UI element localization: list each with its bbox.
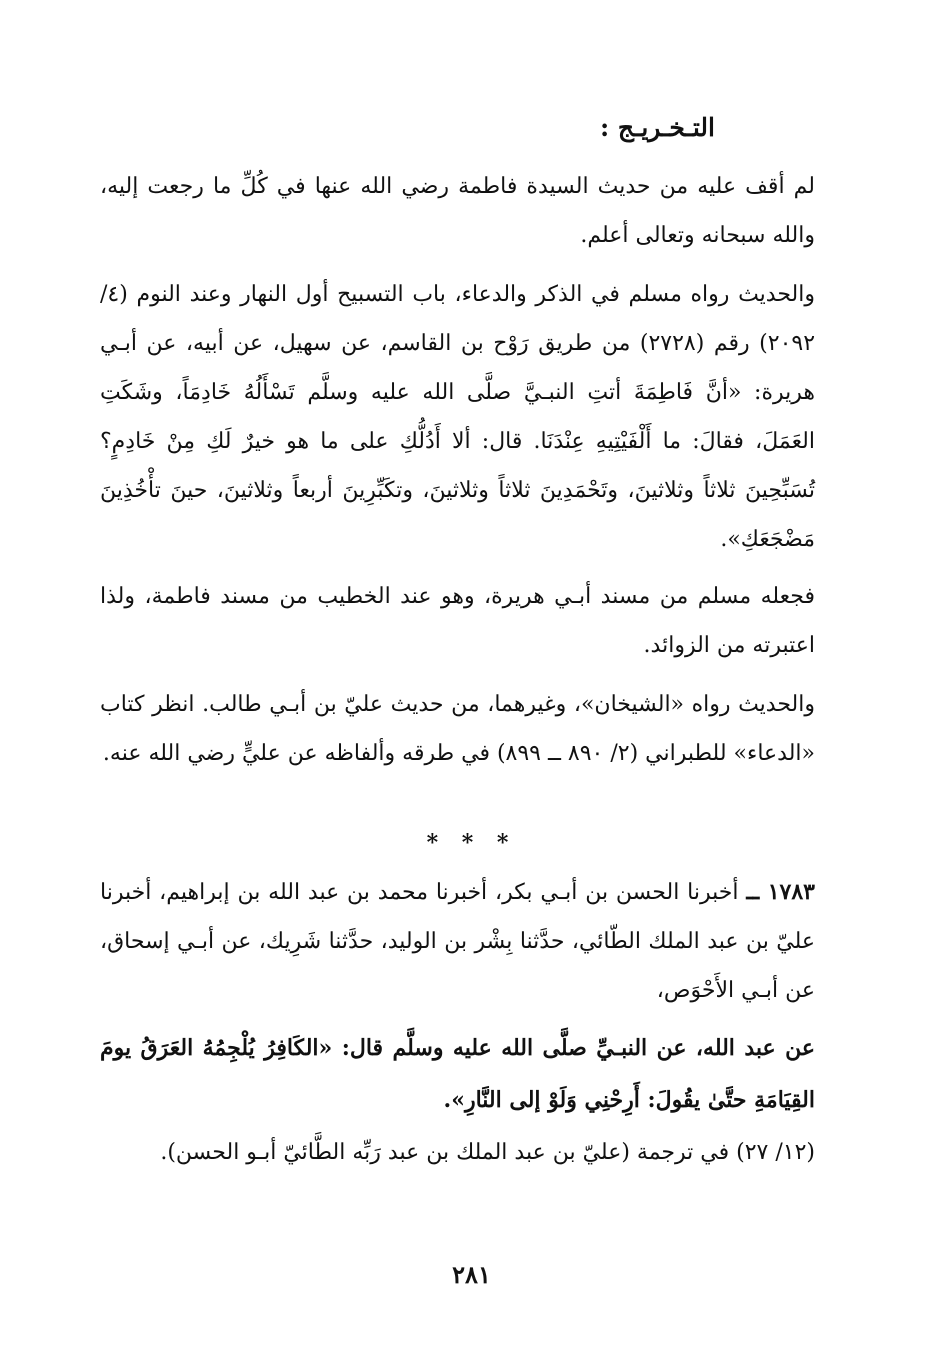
paragraph-not-found: لم أقف عليه من حديث السيدة فاطمة رضي الله عنها في كُلِّ ما رجعت إليه، والله سبحانه وتعالى أعلم.	[100, 174, 815, 248]
section-separator: * * *	[426, 830, 517, 856]
paragraph-musnad-note: فجعله مسلم من مسند أبـي هريرة، وهو عند الخطيب من مسند فاطمة، ولذا اعتبرته من الزوائد.	[100, 584, 815, 658]
hadith-isnad: أخبرنا الحسن بن أبـي بكر، أخبرنا محمد بن عبد الله بن إبراهيم، أخبرنا عليّ بن عبد الملك الطّائي، حدَّثنا بِشْر بن الوليد، حدَّثنا شَرِيك، عن أبـي إسحاق، عن أبـي الأَحْوَص،	[100, 880, 815, 1003]
page-number: ٢٨١	[452, 1260, 491, 1289]
hadith-text: عن عبد الله، عن النبـيِّ صلَّى الله عليه وسلَّم قال: «الكَافِرُ يُلْجِمُهُ العَرَقُ يومَ القِيَامَةِ حتَّىٰ يقُولَ: أَرِحْنِي وَلَوْ إلى النَّارِ».	[100, 1035, 815, 1113]
paragraph-shaykhan-note: والحديث رواه «الشيخان»، وغيرهما، من حديث عليّ بن أبـي طالب. انظر كتاب «الدعاء» للطبراني (٢/ ٨٩٠ ــ ٨٩٩) في طرقه وألفاظه عن عليٍّ رضي الله عنه.	[100, 692, 815, 766]
paragraph-muslim-narration: والحديث رواه مسلم في الذكر والدعاء، باب التسبيح أول النهار وعند النوم (٤/ ٢٠٩٢) رقم (٢٧٢٨) من طريق رَوْح بن القاسم، عن سهيل، عن أبيه، عن أبـي هريرة: «أنَّ فَاطِمَةَ أتتِ النبـيَّ صلَّى الله عليه وسلَّم تَسْأَلُهُ خَادِمَاً، وشَكَتِ العَمَلَ، فقالَ: ما أَلْفَيْتِيهِ عِنْدَنَا. قال: ألا أَدُلُّكِ على ما هو خيرٌ لَكِ مِنْ خَادِمٍ؟ تُسَبِّحِينَ ثلاثاً وثلاثينَ، وتَحْمَدِينَ ثلاثاً وثلاثينَ، وتكَبِّرِينَ أربعاً وثلاثينَ، حينَ تأْخُذِينَ مَضْجَعَكِ».	[100, 282, 816, 552]
section-heading: التـخـريـج :	[599, 113, 715, 142]
hadith-chain	[100, 868, 815, 1015]
hadith-citation: (١٢/ ٢٧) في ترجمة (عليّ بن عبد الملك بن عبد رَبِّه الطَّائيّ أبـو الحسن).	[160, 1140, 815, 1165]
hadith-number: ١٧٨٣ ــ	[746, 879, 815, 905]
